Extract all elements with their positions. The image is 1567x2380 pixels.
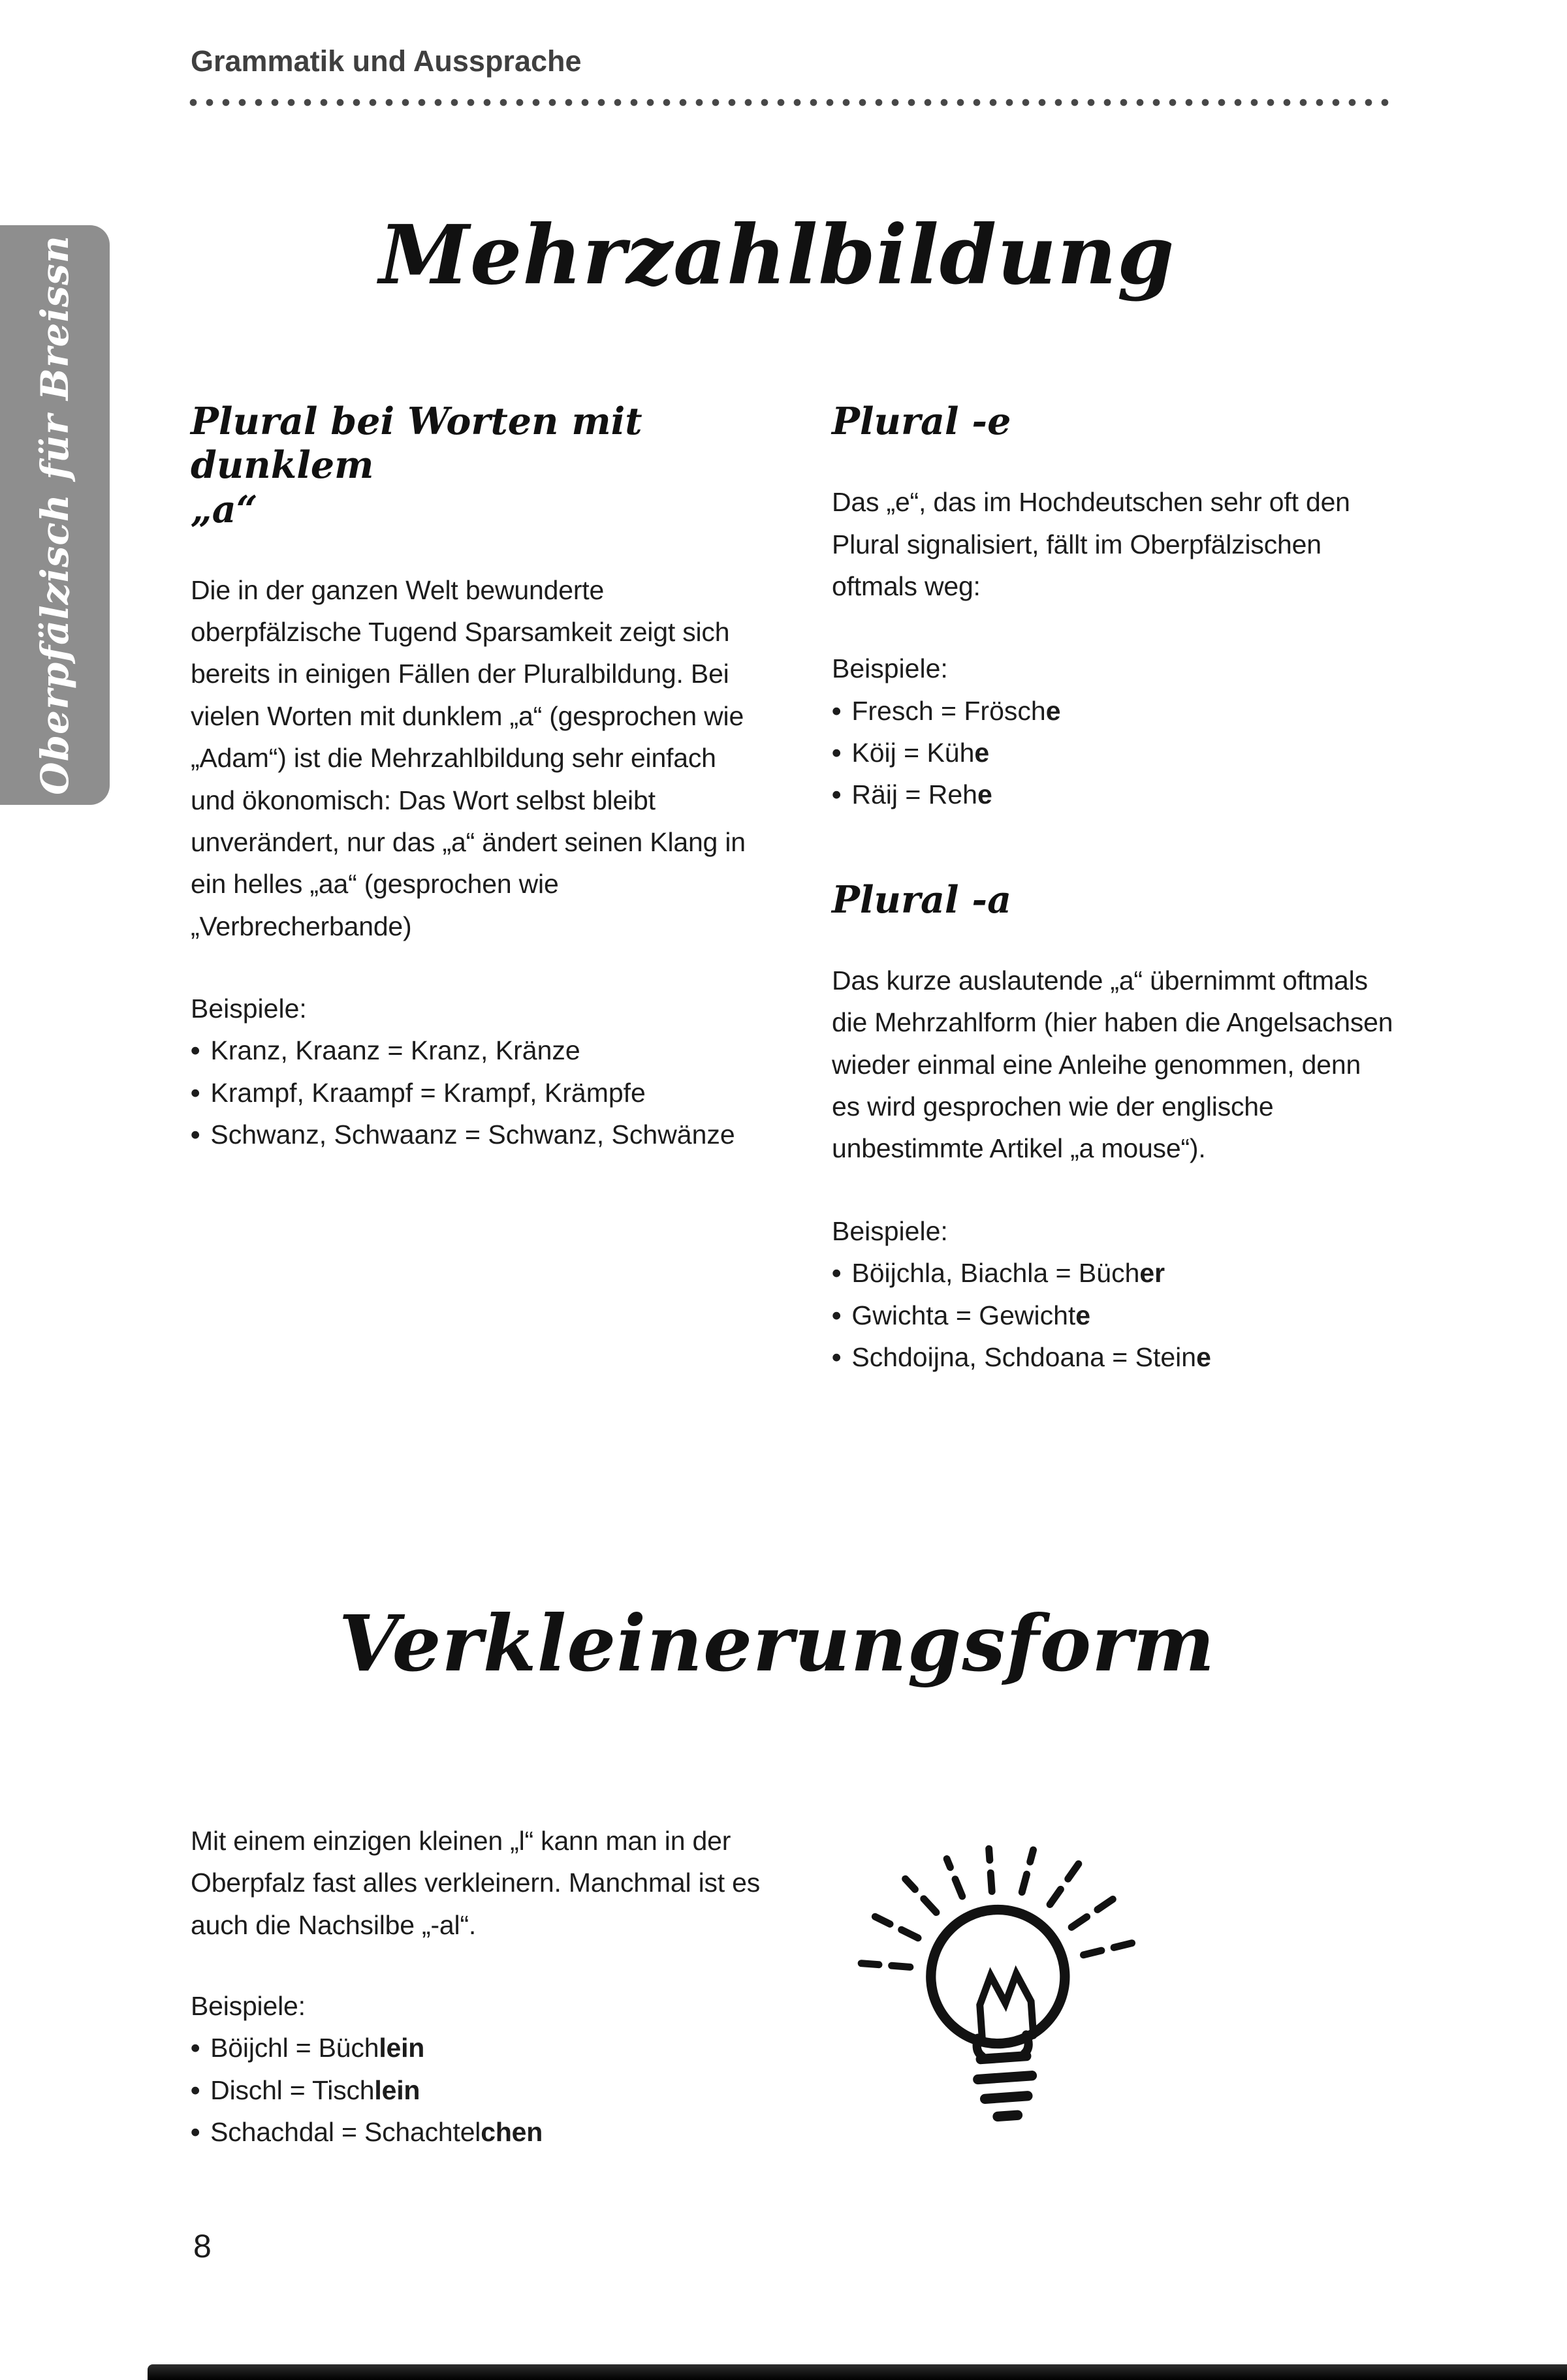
lightbulb-illustration (832, 1825, 1166, 2159)
bullet-icon: • (191, 1035, 200, 1066)
example-item: • Böijchl = Büchlein (191, 2027, 765, 2069)
bullet-icon: • (832, 738, 842, 768)
section-title-verkleinerungsform: Verkleinerungsform (338, 1598, 1216, 1689)
examples-label: Beispiele: (832, 1215, 948, 1246)
example-item: • Fresch = Frösche (832, 690, 1396, 732)
chapter-side-tab-label: Oberpfälzisch für Breissn (33, 235, 77, 795)
paragraph-plural-e: Das „e“, das im Hochdeutschen sehr oft den Plural signalisiert, fällt im Oberpfälzischen oftmals weg: (832, 487, 1350, 601)
bullet-icon: • (832, 695, 842, 726)
examples-plural-a (832, 1252, 1396, 1378)
running-head: Grammatik und Aussprache (191, 44, 582, 78)
bullet-icon: • (832, 779, 842, 810)
example-item: • Schachdal = Schachtelchen (191, 2111, 765, 2153)
bullet-icon: • (832, 1341, 842, 1372)
dotted-rule (189, 98, 1396, 107)
example-item: • Gwichta = Gewichte (832, 1294, 1396, 1336)
heading-plural-a: Plural -a (832, 877, 1012, 922)
example-item: • Krampf, Kraampf = Krampf, Krämpfe (191, 1072, 755, 1114)
examples-label: Beispiele: (832, 653, 948, 684)
examples-plural-e (832, 690, 1396, 816)
example-item: • Schwanz, Schwaanz = Schwanz, Schwänze (191, 1114, 755, 1155)
example-item: • Räij = Rehe (832, 774, 1396, 815)
bullet-icon: • (191, 2075, 200, 2105)
bullet-icon: • (191, 1077, 200, 1108)
bullet-icon: • (191, 2117, 200, 2148)
heading-plural-dunkles-a: Plural bei Worten mit dunklem „a“ (191, 399, 642, 531)
examples-verkleinerung (191, 2027, 765, 2153)
paragraph-dunkles-a: Die in der ganzen Welt bewunderte oberpfälzische Tugend Sparsamkeit zeigt sich bereits in einigen Fällen der Pluralbildung. Bei vielen Worten mit dunklem „a“ (gesprochen wie „Adam“) ist die Mehrzahlbildung sehr einfach und ökonomisch: Das Wort selbst bleibt unverändert, nur das „a“ ändert seinen Klang in ein helles „aa“ (gesprochen wie „Verbrecherbande) (191, 574, 746, 941)
example-item: • Schdoijna, Schdoana = Steine (832, 1336, 1396, 1378)
heading-plural-e: Plural -e (832, 399, 1011, 443)
bullet-icon: • (832, 1300, 842, 1330)
bullet-icon: • (191, 1120, 200, 1150)
paragraph-plural-a: Das kurze auslautende „a“ übernimmt oftmals die Mehrzahlform (hier haben die Angelsachsen wieder einmal eine Anleihe genommen, denn es wird gesprochen wie der englische unbestimmte Artikel „a mouse“). (832, 965, 1393, 1164)
paragraph-verkleinerung: Mit einem einzigen kleinen „l“ kann man in der Oberpfalz fast alles verkleinern. Manchmal ist es auch die Nachsilbe „-al“. (191, 1826, 761, 1940)
chapter-side-tab (0, 225, 110, 805)
page-number: 8 (193, 2228, 212, 2264)
example-item: • Kranz, Kraanz = Kranz, Kränze (191, 1029, 755, 1071)
example-item: • Dischl = Tischlein (191, 2069, 765, 2111)
two-column-layout (191, 399, 1396, 1378)
bullet-icon: • (191, 2033, 200, 2063)
verkleinerung-text-block (191, 1820, 765, 2153)
bullet-icon: • (832, 1258, 842, 1289)
examples-label: Beispiele: (191, 1991, 306, 2022)
section-title-mehrzahlbildung: Mehrzahlbildung (379, 208, 1175, 303)
column-left (191, 399, 755, 1378)
examples-dunkles-a (191, 1029, 755, 1155)
example-item: • Böijchla, Biachla = Bücher (832, 1252, 1396, 1294)
column-right (832, 399, 1396, 1378)
example-item: • Köij = Kühe (832, 732, 1396, 774)
examples-label: Beispiele: (191, 993, 307, 1024)
page-bottom-edge (148, 2364, 1567, 2380)
